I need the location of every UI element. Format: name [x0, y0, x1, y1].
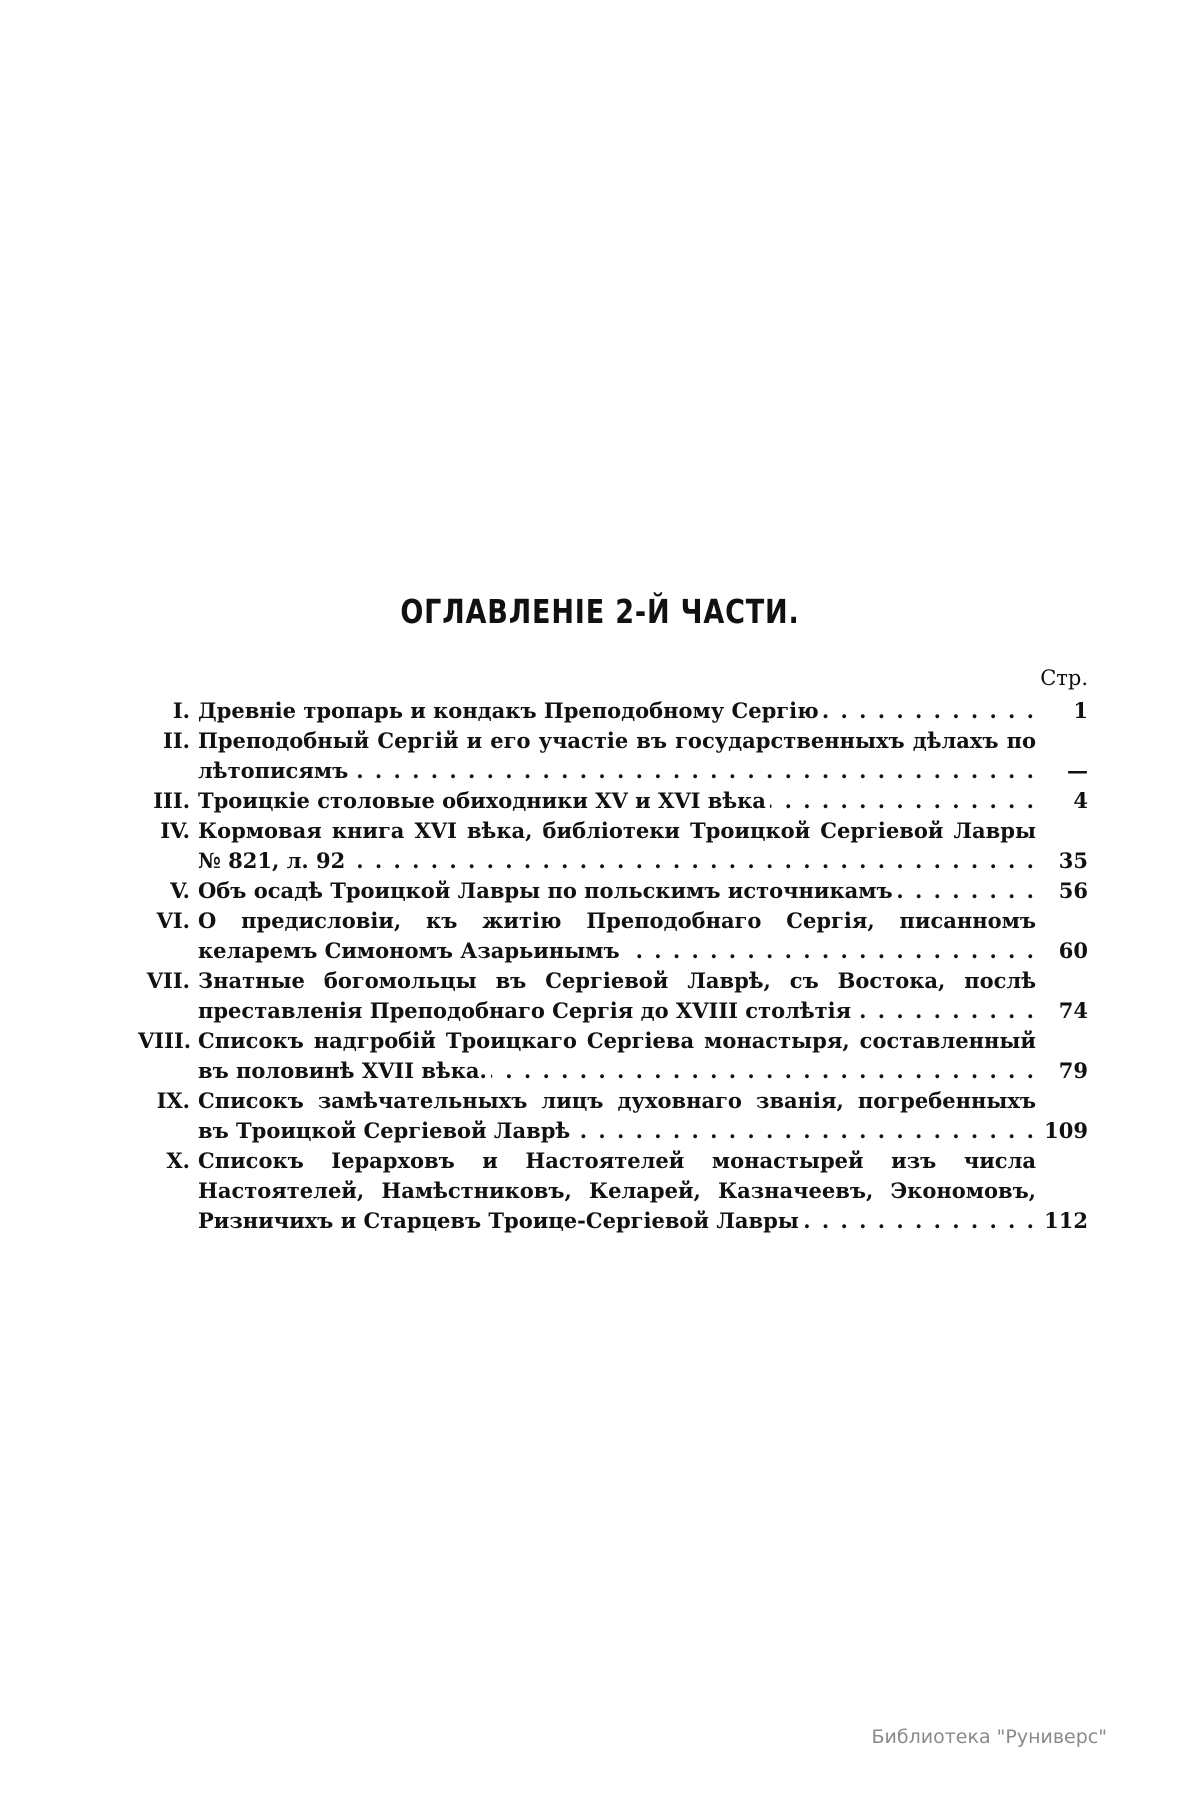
entry-title: Объ осадѣ Троицкой Лавры по польскимъ источникамъ . . . — [198, 876, 1036, 906]
entry-page: 1 — [1073, 698, 1088, 723]
toc-entry — [138, 906, 1088, 966]
entry-number: X. — [166, 1148, 190, 1173]
entry-number: I. — [172, 698, 190, 723]
toc-entry — [138, 726, 1088, 786]
entry-page: 74 — [1058, 998, 1088, 1023]
toc-entry — [138, 1086, 1088, 1146]
toc-entry — [138, 786, 1088, 816]
entry-number: VI. — [156, 908, 190, 933]
entry-number: III. — [153, 788, 190, 813]
entry-page: 4 — [1073, 788, 1088, 813]
entry-title: Знатные богомольцы въ Сергіевой Лаврѣ, съ Востока, послѣ преставленія Преподобнаго Сергія до XVIII столѣтія . . . — [198, 966, 1036, 1026]
entry-page: 112 — [1044, 1208, 1088, 1233]
page-title: ОГЛАВЛЕНІЕ 2-Й ЧАСТИ. — [400, 592, 800, 631]
toc-entry — [138, 1146, 1088, 1236]
table-of-contents — [138, 660, 1088, 1236]
entry-number: II. — [163, 728, 190, 753]
toc-entry — [138, 1026, 1088, 1086]
entry-page: 79 — [1058, 1058, 1088, 1083]
entry-title: Древніе тропарь и кондакъ Преподобному Сергію . . . — [198, 696, 1036, 726]
page-column-label: Стр. — [1040, 666, 1088, 690]
entry-page: 60 — [1058, 938, 1088, 963]
toc-entry — [138, 966, 1088, 1026]
entry-title: Кормовая книга XVI вѣка, библіотеки Троицкой Сергіевой Лавры № 821, л. 92 . . . — [198, 816, 1036, 876]
toc-entry — [138, 876, 1088, 906]
watermark: Библиотека "Руниверс" — [871, 1726, 1107, 1748]
entry-title: Списокъ замѣчательныхъ лицъ духовнаго званія, погребенныхъ въ Троицкой Сергіевой Лаврѣ . . . — [198, 1086, 1036, 1146]
toc-entry — [138, 696, 1088, 726]
entry-page: — — [1067, 758, 1088, 783]
entry-page: 35 — [1058, 848, 1088, 873]
entry-number: V. — [170, 878, 190, 903]
entry-title: Троицкіе столовые обиходники XV и XVI вѣка . . . — [198, 786, 1036, 816]
entry-page: 56 — [1058, 878, 1088, 903]
entry-title: Списокъ Іерарховъ и Настоятелей монастырей изъ числа Настоятелей, Намѣстниковъ, Келарей, Казначеевъ, Экономовъ, Ризничихъ и Старцевъ Троице-Сергіевой Лавры . . . — [198, 1146, 1036, 1236]
entry-title: О предисловіи, къ житію Преподобнаго Сергія, писанномъ келаремъ Симономъ Азарьинымъ . . . — [198, 906, 1036, 966]
entry-number: VIII. — [138, 1028, 192, 1053]
entry-number: VII. — [146, 968, 190, 993]
entry-number: IX. — [156, 1088, 190, 1113]
entry-title: Списокъ надгробій Троицкаго Сергіева монастыря, составленный въ половинѣ XVII вѣка. . . . — [198, 1026, 1036, 1086]
toc-entry — [138, 816, 1088, 876]
entry-page: 109 — [1044, 1118, 1088, 1143]
entry-number: IV. — [160, 818, 190, 843]
entry-title: Преподобный Сергій и его участіе въ государственныхъ дѣлахъ по лѣтописямъ . . . — [198, 726, 1036, 786]
